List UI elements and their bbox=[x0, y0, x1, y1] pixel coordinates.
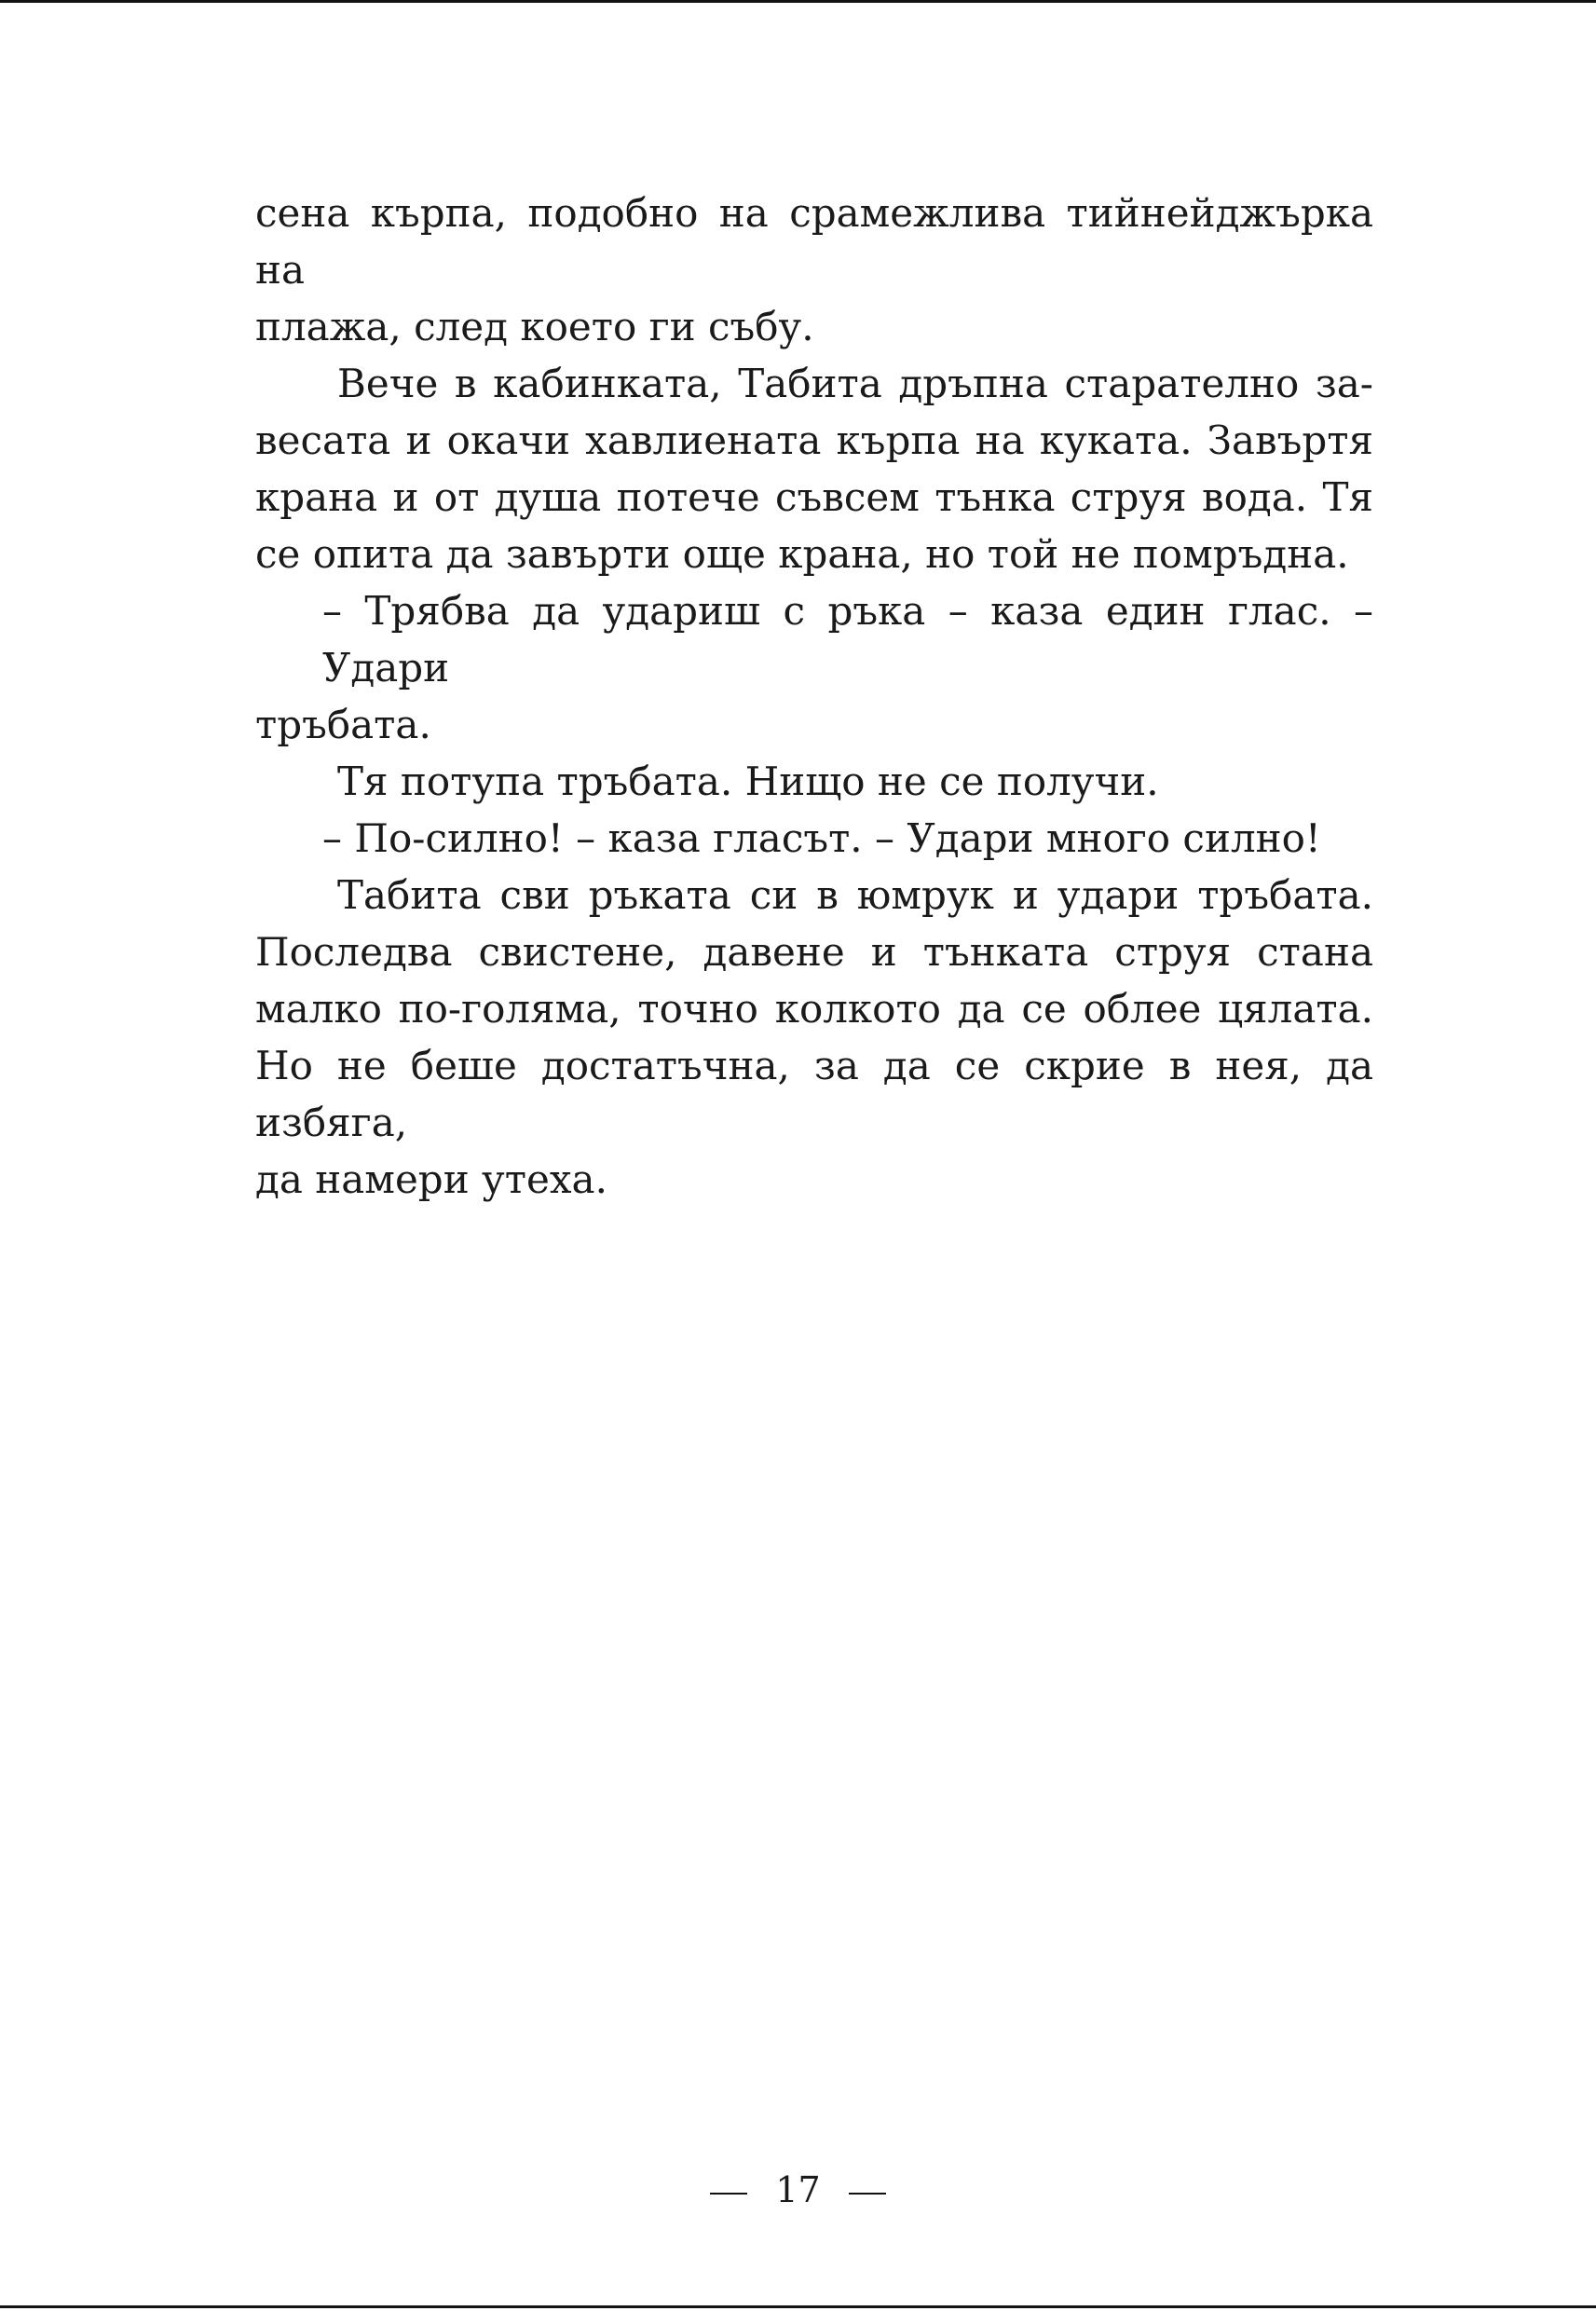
page-footer bbox=[0, 2167, 1596, 2213]
text-line: се опита да завърти още крана, но той не помръдна. bbox=[255, 531, 1349, 577]
text-line: плажа, след което ги събу. bbox=[255, 304, 814, 349]
em-dash-right bbox=[849, 2193, 886, 2195]
text-line: да намери утеха. bbox=[255, 1156, 607, 1202]
bottom-border bbox=[0, 2305, 1596, 2308]
text-line: сена кърпа, подобно на срамежлива тийнейджърка на bbox=[255, 190, 1373, 293]
em-dash-left bbox=[710, 2193, 747, 2195]
text-line: весата и окачи хавлиената кърпа на куката. Завъртя bbox=[255, 417, 1373, 463]
page-number: 17 bbox=[775, 2169, 821, 2210]
text-line: Вече в кабинката, Табита дръпна старателно за- bbox=[337, 361, 1373, 406]
body-text bbox=[255, 185, 1373, 1208]
top-border bbox=[0, 0, 1596, 3]
text-line: крана и от душа потече съвсем тънка струя вода. Тя bbox=[255, 474, 1373, 520]
text-line: Табита сви ръката си в юмрук и удари тръбата. bbox=[337, 872, 1373, 918]
text-line: – Трябва да удариш с ръка – каза един глас. – Удари bbox=[322, 588, 1373, 691]
text-line: Но не беше достатъчна, за да се скрие в нея, да избяга, bbox=[255, 1043, 1373, 1145]
text-line: тръбата. bbox=[255, 702, 431, 747]
text-line: Тя потупа тръбата. Нищо не се получи. bbox=[337, 759, 1159, 804]
text-line: малко по-голяма, точно колкото да се облее цялата. bbox=[255, 986, 1373, 1032]
text-line: Последва свистене, давене и тънката струя стана bbox=[255, 929, 1373, 975]
text-line: – По-силно! – каза гласът. – Удари много силно! bbox=[322, 815, 1321, 861]
